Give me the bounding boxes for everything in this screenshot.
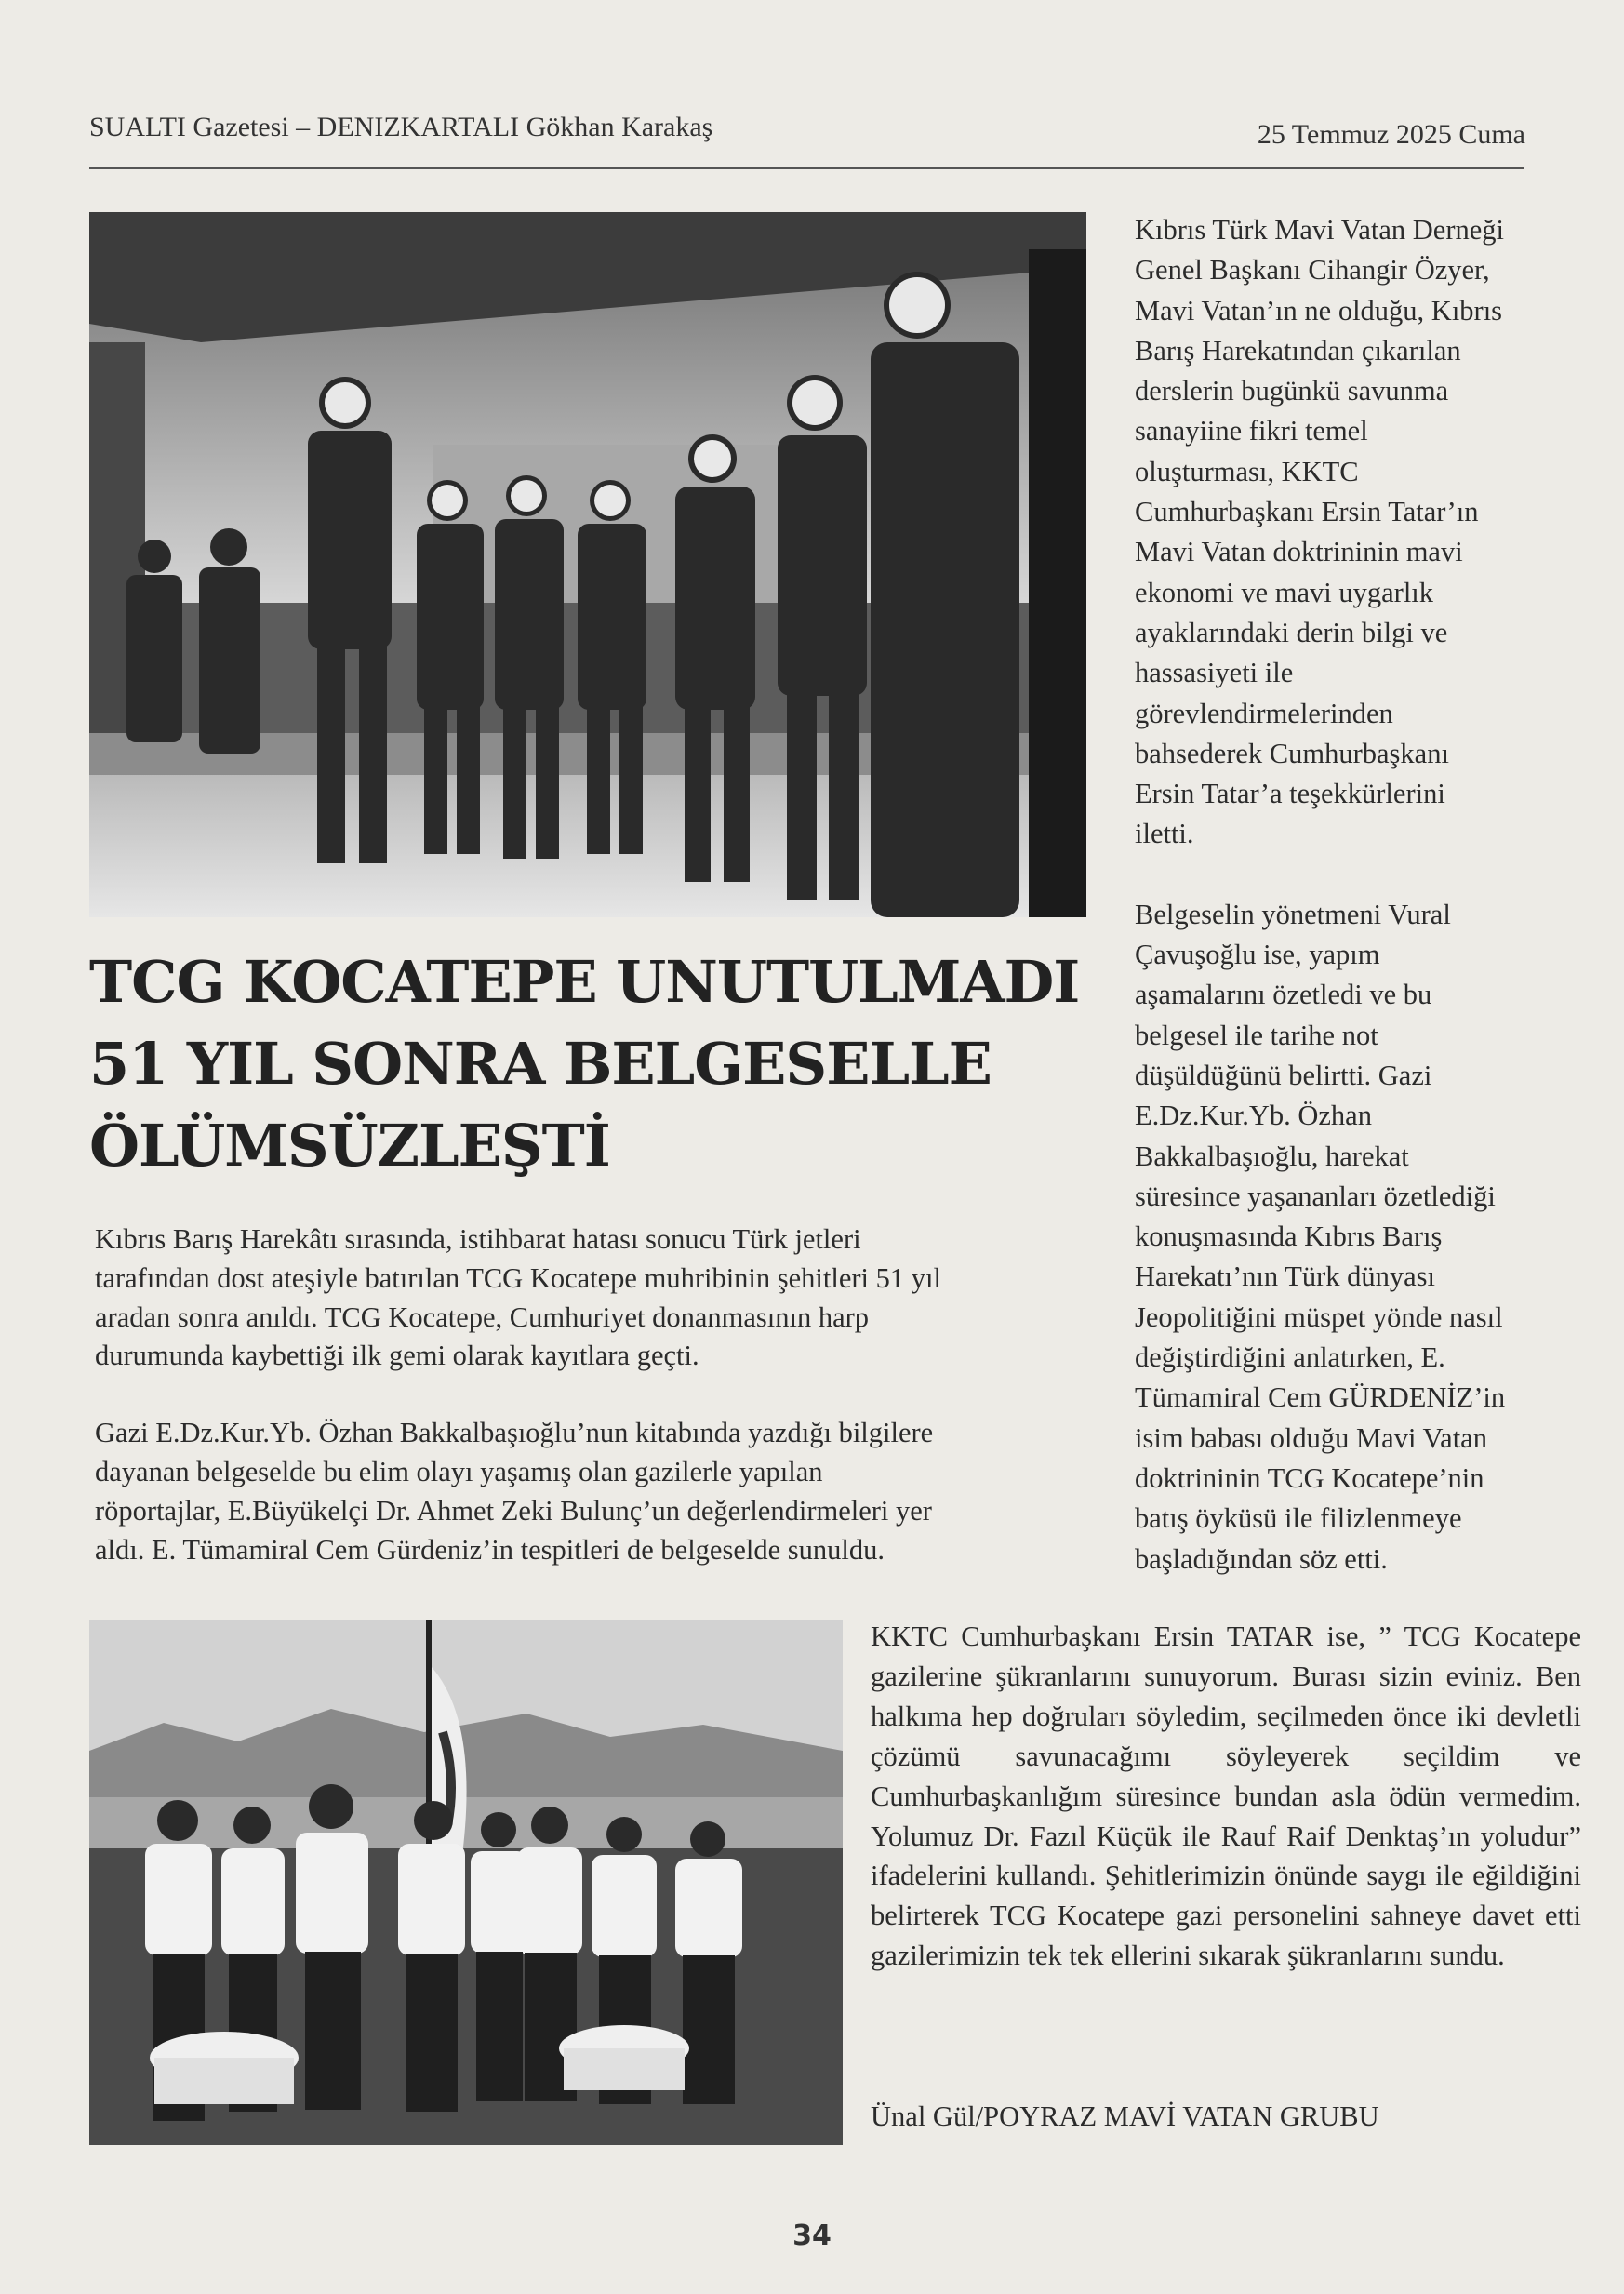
text-line: durumunda kaybettiği ilk gemi olarak kayıtlara geçti. — [95, 1340, 699, 1372]
text-line: röportajlar, E.Büyükelçi Dr. Ahmet Zeki Bulunç’un değerlendirmeleri yer — [95, 1494, 932, 1527]
publication-header: SUALTI Gazetesi – DENIZKARTALI Gökhan Karakaş — [89, 112, 713, 142]
publication-date: 25 Temmuz 2025 Cuma — [1257, 119, 1525, 150]
text-line: Bakkalbaşıoğlu, harekat — [1135, 1140, 1409, 1172]
text-line: belgesel ile tarihe not — [1135, 1019, 1378, 1051]
text-line: aşamalarını özetledi ve bu — [1135, 979, 1432, 1011]
text-line: görevlendirmelerinden — [1135, 697, 1393, 729]
text-line: E.Dz.Kur.Yb. Özhan — [1135, 1100, 1372, 1132]
text-line: Tümamiral Cem GÜRDENİZ’in — [1135, 1381, 1506, 1414]
ceremony-stage-photo — [89, 212, 1086, 917]
author-signature: Ünal Gül/POYRAZ MAVİ VATAN GRUBU — [871, 2101, 1379, 2132]
lead-paragraph — [95, 1220, 1099, 1376]
left-column-text — [95, 1220, 1099, 1569]
text-line: iletti. — [1135, 818, 1194, 850]
text-line: Çavuşoğlu ise, yapım — [1135, 939, 1380, 971]
text-line: oluşturması, KKTC — [1135, 455, 1359, 487]
text-line: değiştirdiğini anlatırken, E. — [1135, 1341, 1445, 1374]
text-line: Ersin Tatar’a teşekkürlerini — [1135, 778, 1445, 810]
headline-line: TCG KOCATEPE UNUTULMADI — [89, 948, 1080, 1016]
header-divider — [89, 167, 1524, 169]
text-line: batış öyküsü ile filizlenmeye — [1135, 1502, 1462, 1535]
text-line: Harekatı’nın Türk dünyası — [1135, 1260, 1435, 1293]
text-line: tarafından dost ateşiyle batırılan TCG Kocatepe muhribinin şehitleri 51 yıl — [95, 1261, 941, 1294]
text-line: bahsederek Cumhurbaşkanı — [1135, 737, 1449, 769]
text-line: doktrininin TCG Kocatepe’nin — [1135, 1461, 1484, 1494]
second-paragraph — [95, 1414, 1099, 1569]
text-line: sanayiine fikri temel — [1135, 415, 1368, 447]
text-line: konuşmasında Kıbrıs Barış — [1135, 1220, 1443, 1253]
text-line: hassasiyeti ile — [1135, 657, 1294, 689]
page-number: 34 — [792, 2220, 832, 2252]
text-line: Belgeselin yönetmeni Vural — [1135, 898, 1451, 930]
text-line: aldı. E. Tümamiral Cem Gürdeniz’in tespitleri de belgeselde sunuldu. — [95, 1533, 885, 1566]
text-line: başladığından söz etti. — [1135, 1542, 1388, 1575]
ceremony-stage-illustration — [89, 212, 1086, 917]
right-column-text — [1135, 210, 1581, 1580]
text-line: Genel Başkanı Cihangir Özyer, — [1135, 254, 1490, 287]
text-line: aradan sonra anıldı. TCG Kocatepe, Cumhuriyet donanmasının harp — [95, 1300, 870, 1333]
headline-line: ÖLÜMSÜZLEŞTİ — [89, 1112, 610, 1180]
text-line: isim babası olduğu Mavi Vatan — [1135, 1421, 1487, 1454]
text-line: ayaklarındaki derin bilgi ve — [1135, 616, 1448, 648]
text-line: ekonomi ve mavi uygarlık — [1135, 576, 1434, 608]
text-line: Jeopolitiğini müspet yönde nasıl — [1135, 1300, 1503, 1333]
text-line: Mavi Vatan’ın ne olduğu, Kıbrıs — [1135, 294, 1503, 327]
text-line: derslerin bugünkü savunma — [1135, 375, 1449, 407]
text-line: dayanan belgeselde bu elim olayı yaşamış olan gazilerle yapılan — [95, 1455, 823, 1487]
right-column-paragraph-1 — [1135, 210, 1581, 855]
text-line: düşüldüğünü belirtti. Gazi — [1135, 1059, 1432, 1091]
text-line: süresince yaşananları özetlediği — [1135, 1180, 1496, 1212]
text-line: Gazi E.Dz.Kur.Yb. Özhan Bakkalbaşıoğlu’nun kitabında yazdığı bilgilere — [95, 1417, 934, 1449]
text-line: Cumhurbaşkanı Ersin Tatar’ın — [1135, 496, 1479, 528]
headline-line: 51 YIL SONRA BELGESELLE — [89, 1030, 992, 1098]
veterans-ship-deck-photo — [89, 1620, 843, 2145]
text-line: Kıbrıs Türk Mavi Vatan Derneği — [1135, 214, 1504, 246]
text-line: Barış Harekatından çıkarılan — [1135, 334, 1461, 367]
tatar-quote-paragraph: KKTC Cumhurbaşkanı Ersin TATAR ise, ” TCG Kocatepe gazilerine şükranlarını sunuyorum. Burası sizin eviniz. Ben halkıma hep doğruları söyledim, seçilmeden önce iki devletli çözümü savunacağımı söyleyerek seçildim ve Cumhurbaşkanlığım süresince bundan asla ödün vermedim. Yolumuz Dr. Fazıl Küçük ile Rauf Raif Denktaş’ın yoludur” ifadelerini kullandı. Şehitlerimizin önünde saygı ile eğildiğini belirterek TCG Kocatepe gazi personelini sahneye davet etti gazilerimizin tek tek ellerini sıkarak şükranlarını sundu. — [871, 1620, 1581, 1972]
text-line: Mavi Vatan doktrininin mavi — [1135, 536, 1463, 568]
text-line: Kıbrıs Barış Harekâtı sırasında, istihbarat hatası sonucu Türk jetleri — [95, 1223, 861, 1255]
veterans-illustration — [89, 1620, 843, 2145]
article-headline — [89, 941, 1094, 1187]
right-column-paragraph-2 — [1135, 895, 1581, 1580]
